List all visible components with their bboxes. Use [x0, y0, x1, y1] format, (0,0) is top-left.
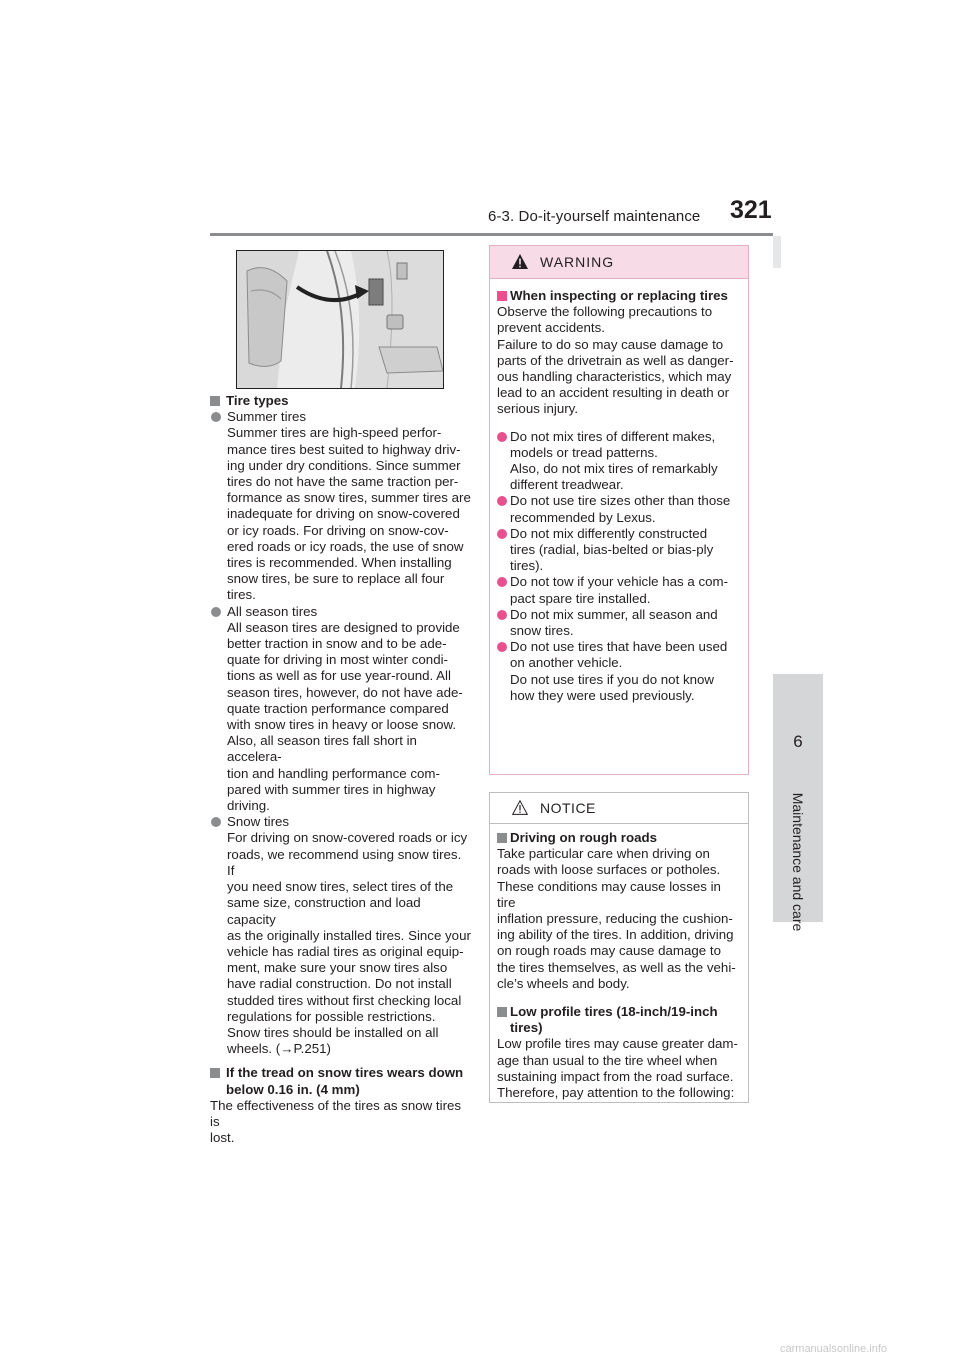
left-column	[210, 393, 472, 1146]
notice-text-rough-roads: Take particular care when driving on roads with loose surfaces or potholes. These conditions may cause losses in tire inflation pressure, reducing the cushion- ing ability of the tires. In addition, driving on rough roads may cause damage to the tires themselves, as well as the vehi- cle’s wheels and body.	[497, 846, 736, 991]
warning-bullet: Do not mix summer, all season and snow tires.	[497, 607, 740, 639]
warning-bullet: Do not use tire sizes other than those recommended by Lexus.	[497, 493, 740, 525]
section-title: 6-3. Do-it-yourself maintenance	[488, 208, 701, 225]
footer-watermark: carmanualsonline.info	[780, 1343, 888, 1355]
chapter-number: 6	[793, 732, 803, 751]
chapter-label: Maintenance and care	[790, 792, 806, 932]
door-jamb-illustration	[236, 250, 444, 389]
notice-header	[490, 793, 748, 824]
notice-heading-rough-roads: Driving on rough roads	[497, 830, 740, 846]
warning-bullet: Do not mix differently constructed tires (radial, bias-belted or bias-ply tires).	[497, 526, 740, 575]
warning-triangle-icon	[512, 254, 528, 269]
warning-bullet: Do not mix tires of different makes, models or tread patterns. Also, do not mix tires of remarkably different treadwear.	[497, 429, 740, 494]
all-season-tires-item: All season tires All season tires are designed to provide better traction in snow and to be ade- quate for driving in most winter condi- tions as well as for use year-round. All season tires, however, do not have ade- quate traction performance compared with snow tires in heavy or loose snow. Also, all season tires fall short in accelera- tion and handling performance com- pared with summer tires in highway driving.	[210, 604, 472, 815]
snow-tires-item: Snow tires For driving on snow-covered roads or icy roads, we recommend using snow tires. If you need snow tires, select tires of the same size, construction and load capacity as the originally installed tires. Since your vehicle has radial tires as original equip- ment, make sure your snow tires also have radial construction. Do not install studded tires without first checking local regulations for possible restrictions. Snow tires should be installed on all wheels. (→P.251)	[210, 814, 472, 1057]
tire-types-heading: Tire types	[210, 393, 472, 409]
warning-header	[490, 246, 748, 279]
tire-label-location-drawing	[237, 251, 443, 388]
notice-box	[489, 792, 749, 1103]
warning-bullet: Do not tow if your vehicle has a com- pact spare tire installed.	[497, 574, 740, 606]
notice-triangle-icon	[512, 800, 528, 815]
warning-bullet: Do not use tires that have been used on another vehicle. Do not use tires if you do not know how they were used previously.	[497, 639, 740, 704]
summer-tires-item: Summer tires Summer tires are high-speed perfor- mance tires best suited to highway driv- ing under dry conditions. Since summer tires do not have the same traction per- formance as snow tires, summer tires are inadequate for driving on snow-covered or icy roads. For driving on snow-cov- ered roads or icy roads, the use of snow tires is recommended. When installing snow tires, be sure to replace all four tires.	[210, 409, 472, 603]
notice-title: NOTICE	[540, 800, 596, 816]
tab-marker	[773, 236, 781, 268]
notice-text-low-profile: Low profile tires may cause greater dam- age than usual to the tire wheel when sustaining impact from the road surface. Therefore, pay attention to the following:	[497, 1036, 738, 1101]
warning-heading: When inspecting or replacing tires	[497, 288, 740, 304]
warning-intro: Observe the following precautions to prevent accidents. Failure to do so may cause damage to parts of the drivetrain as well as danger- ous handling characteristics, which may lead to an accident resulting in death or serious injury.	[497, 304, 734, 417]
warning-title: WARNING	[540, 254, 615, 270]
tread-text: The effectiveness of the tires as snow tires is lost.	[210, 1097, 462, 1146]
warning-box	[489, 245, 749, 775]
chapter-tab	[773, 674, 823, 932]
notice-heading-low-profile: Low profile tires (18-inch/19-inch tires)	[497, 1004, 740, 1036]
header-divider	[210, 233, 773, 236]
page-number: 321	[730, 196, 772, 224]
tread-heading: If the tread on snow tires wears down below 0.16 in. (4 mm)	[210, 1065, 472, 1097]
